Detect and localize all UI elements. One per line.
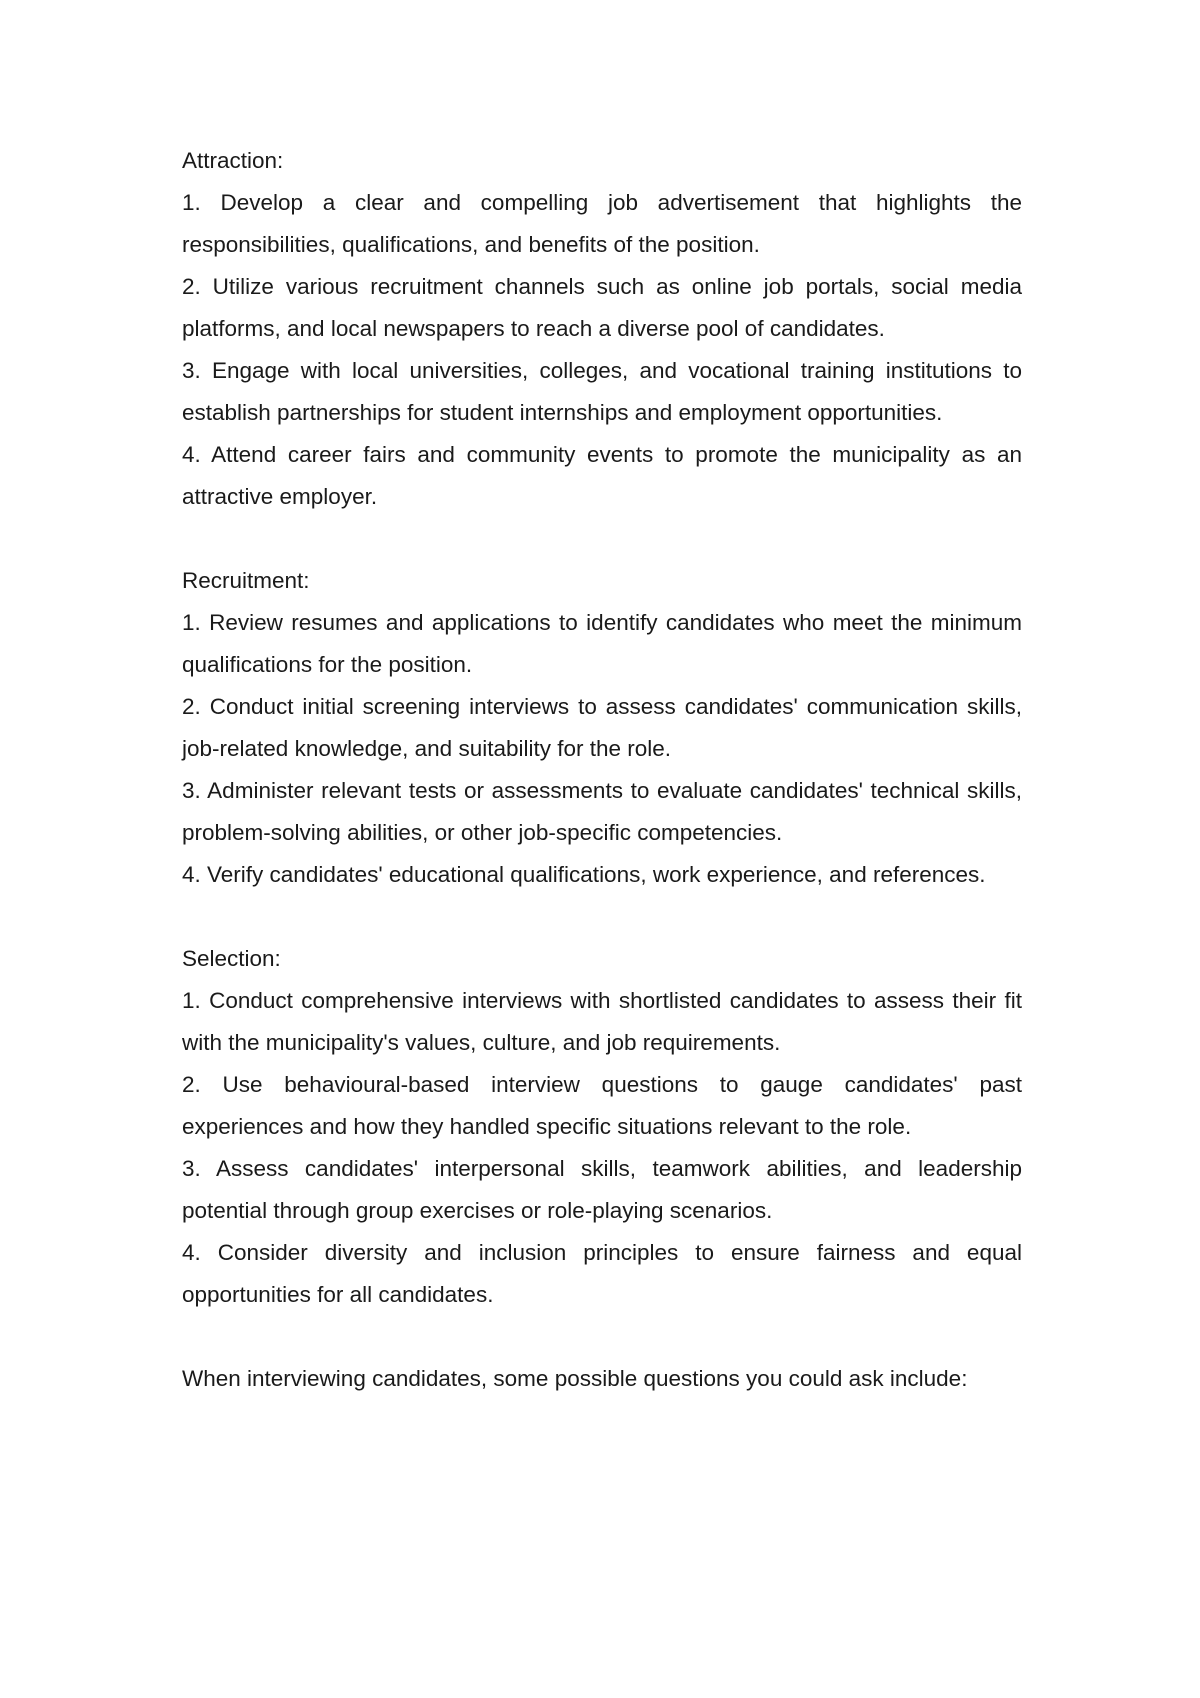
list-item: 4. Attend career fairs and community events to promote the municipality as an attractive employer. xyxy=(182,442,1022,509)
list-item: 4. Verify candidates' educational qualifications, work experience, and references. xyxy=(182,862,986,887)
paragraph-spacer xyxy=(182,1316,1022,1358)
list-item: 2. Use behavioural-based interview questions to gauge candidates' past experiences and how they handled specific situations relevant to the role. xyxy=(182,1072,1022,1139)
paragraph-spacer xyxy=(182,896,1022,938)
section-recruitment xyxy=(182,560,1022,896)
document-body xyxy=(182,140,1022,1400)
list-item: 4. Consider diversity and inclusion principles to ensure fairness and equal opportunities for all candidates. xyxy=(182,1240,1022,1307)
paragraph-spacer xyxy=(182,518,1022,560)
list-item: 2. Utilize various recruitment channels such as online job portals, social media platforms, and local newspapers to reach a diverse pool of candidates. xyxy=(182,274,1022,341)
list-item: 3. Administer relevant tests or assessments to evaluate candidates' technical skills, problem-solving abilities, or other job-specific competencies. xyxy=(182,778,1022,845)
section-heading: Attraction: xyxy=(182,148,284,173)
list-item: 1. Develop a clear and compelling job advertisement that highlights the responsibilities, qualifications, and benefits of the position. xyxy=(182,190,1022,257)
list-item: 1. Conduct comprehensive interviews with shortlisted candidates to assess their fit with the municipality's values, culture, and job requirements. xyxy=(182,988,1022,1055)
list-item: 3. Engage with local universities, colleges, and vocational training institutions to establish partnerships for student internships and employment opportunities. xyxy=(182,358,1022,425)
list-item: 1. Review resumes and applications to identify candidates who meet the minimum qualifications for the position. xyxy=(182,610,1022,677)
section-heading: Selection: xyxy=(182,946,281,971)
closing-paragraph: When interviewing candidates, some possible questions you could ask include: xyxy=(182,1366,968,1391)
list-item: 3. Assess candidates' interpersonal skills, teamwork abilities, and leadership potential through group exercises or role-playing scenarios. xyxy=(182,1156,1022,1223)
list-item: 2. Conduct initial screening interviews to assess candidates' communication skills, job-related knowledge, and suitability for the role. xyxy=(182,694,1022,761)
section-selection xyxy=(182,938,1022,1316)
section-attraction xyxy=(182,140,1022,518)
section-heading: Recruitment: xyxy=(182,568,310,593)
